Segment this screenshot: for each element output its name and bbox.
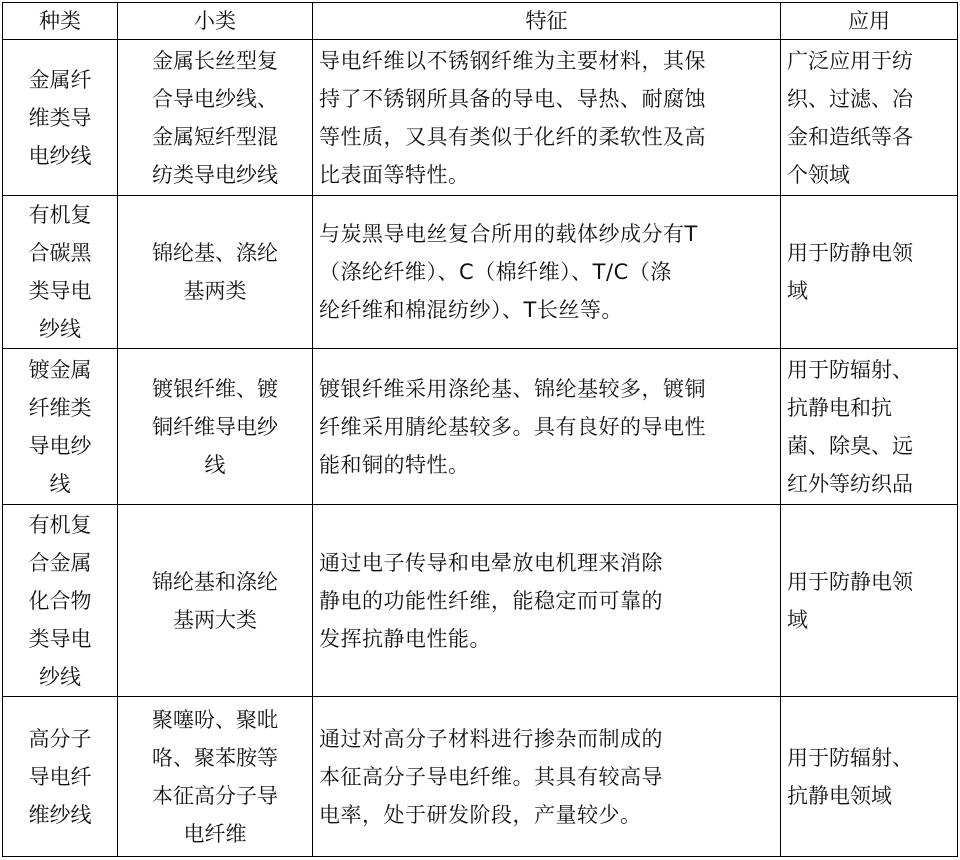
- table-row: [3, 697, 958, 857]
- table-row: [3, 505, 958, 697]
- type-cell: [3, 697, 118, 857]
- feature-cell: [313, 196, 781, 349]
- application-cell: [781, 196, 958, 349]
- feature-text: 通过对高分子材料进行掺杂而制成的 本征高分子导电纤维。其具有较高导 电率，处于研发阶段，产量较少。: [319, 726, 663, 827]
- feature-text: 通过电子传导和电晕放电机理来消除 静电的功能性纤维，能稳定而可靠的 发挥抗静电性能。: [319, 550, 663, 651]
- header-type: 种类: [3, 3, 118, 40]
- header-feature: 特征: [313, 3, 781, 40]
- conductive-yarn-table: [2, 2, 958, 857]
- feature-cell: [313, 505, 781, 697]
- feature-text: 导电纤维以不锈钢纤维为主要材料，其保 持了不锈钢所具备的导电、导热、耐腐蚀 等性质，又具有类似于化纤的柔软性及高 比表面等特性。: [319, 48, 706, 187]
- type-text: 有机复 合金属 化合物 类导电 纱线: [28, 512, 92, 689]
- type-cell: [3, 40, 118, 196]
- table-row: [3, 196, 958, 349]
- table-row: [3, 349, 958, 505]
- subtype-cell: [118, 505, 313, 697]
- application-text: 用于防辐射、 抗静电领域: [787, 745, 913, 808]
- application-text: 广泛应用于纺 织、过滤、冶 金和造纸等各 个领域: [787, 48, 913, 187]
- application-cell: [781, 505, 958, 697]
- feature-text: 与炭黑导电丝复合所用的载体纱成分有T （涤纶纤维）、C（棉纤维）、T/C（涤 纶纤维和棉混纺纱）、T长丝等。: [319, 222, 698, 322]
- subtype-cell: [118, 349, 313, 505]
- type-text: 高分子 导电纤 维纱线: [28, 726, 92, 827]
- header-subtype: 小类: [118, 3, 313, 40]
- type-cell: [3, 349, 118, 505]
- subtype-cell: [118, 196, 313, 349]
- subtype-text: 聚噻吩、聚吡 咯、聚苯胺等 本征高分子导 电纤维: [152, 707, 278, 846]
- feature-cell: [313, 40, 781, 196]
- application-cell: [781, 697, 958, 857]
- header-application: 应用: [781, 3, 958, 40]
- application-cell: [781, 40, 958, 196]
- subtype-text: 锦纶基和涤纶 基两大类: [152, 569, 278, 632]
- header-row: [3, 3, 958, 40]
- subtype-cell: [118, 697, 313, 857]
- feature-cell: [313, 697, 781, 857]
- type-cell: [3, 196, 118, 349]
- application-text: 用于防静电领 域: [787, 569, 913, 632]
- subtype-text: 金属长丝型复 合导电纱线、 金属短纤型混 纺类导电纱线: [152, 48, 278, 187]
- type-cell: [3, 505, 118, 697]
- feature-cell: [313, 349, 781, 505]
- application-text: 用于防静电领 域: [787, 241, 913, 303]
- table-row: [3, 40, 958, 196]
- application-text: 用于防辐射、 抗静电和抗 菌、除臭、远 红外等纺织品: [787, 357, 913, 496]
- type-text: 镀金属 纤维类 导电纱 线: [28, 357, 92, 496]
- application-cell: [781, 349, 958, 505]
- type-text: 金属纤 维类导 电纱线: [28, 67, 92, 168]
- subtype-text: 镀银纤维、镀 铜纤维导电纱 线: [152, 376, 278, 477]
- subtype-text: 锦纶基、涤纶 基两类: [152, 241, 278, 303]
- feature-text: 镀银纤维采用涤纶基、锦纶基较多，镀铜 纤维采用腈纶基较多。具有良好的导电性 能和铜的特性。: [319, 376, 706, 477]
- type-text: 有机复 合碳黑 类导电 纱线: [28, 203, 92, 341]
- subtype-cell: [118, 40, 313, 196]
